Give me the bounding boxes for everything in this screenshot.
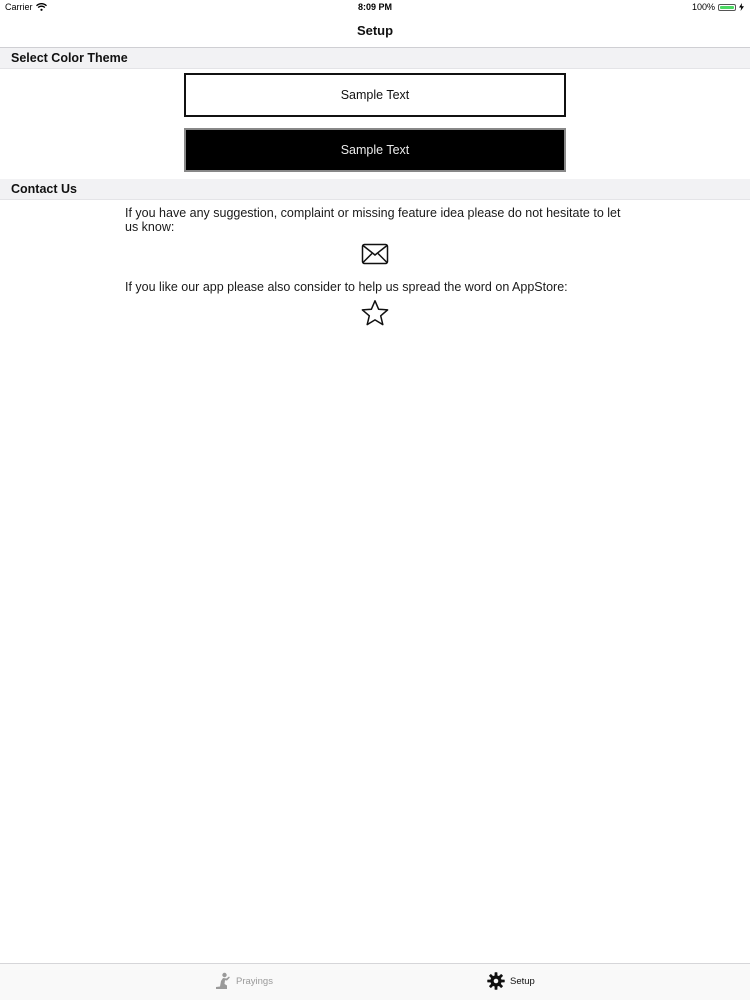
envelope-icon (361, 243, 389, 265)
carrier-label: Carrier (5, 2, 33, 12)
tab-label: Prayings (236, 975, 273, 987)
battery-percent: 100% (691, 2, 715, 12)
tab-setup[interactable] (487, 972, 535, 990)
star-icon (361, 299, 389, 327)
tab-bar (0, 963, 750, 1000)
dark-theme-button[interactable] (184, 128, 566, 172)
status-bar (0, 0, 750, 16)
charging-bolt-icon (739, 3, 744, 11)
section-title: Select Color Theme (11, 51, 128, 65)
section-title: Contact Us (11, 182, 77, 196)
light-theme-label: Sample Text (340, 88, 410, 102)
rate-app-button[interactable] (359, 299, 391, 327)
status-time: 8:09 PM (357, 2, 392, 12)
rate-text: If you like our app please also consider to help us spread the word on AppStore: (125, 280, 568, 294)
status-right (692, 2, 744, 12)
gear-icon (487, 972, 505, 990)
section-header-contact (0, 179, 750, 200)
page-title: Setup (356, 23, 394, 38)
battery-icon (718, 4, 736, 11)
tab-label: Setup (510, 975, 535, 987)
battery-fill (720, 6, 734, 9)
tab-prayings[interactable] (214, 972, 273, 990)
dark-theme-label: Sample Text (340, 143, 410, 157)
praying-person-icon (214, 972, 231, 990)
navigation-bar (0, 16, 750, 48)
section-header-color-theme (0, 48, 750, 69)
suggestion-text: If you have any suggestion, complaint or missing feature idea please do not hesitate to let us know: (125, 206, 621, 234)
email-button[interactable] (359, 240, 391, 268)
light-theme-button[interactable] (184, 73, 566, 117)
